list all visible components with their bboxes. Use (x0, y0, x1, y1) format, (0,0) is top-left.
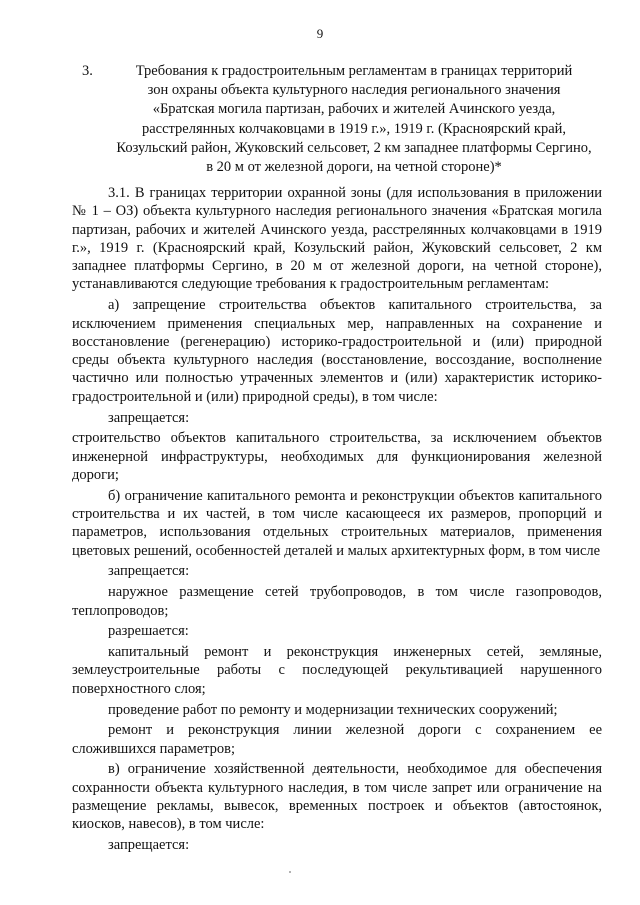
section-title-line: Козульский район, Жуковский сельсовет, 2 км западнее платформы Сергино, (116, 139, 592, 156)
paragraph-technical-works: проведение работ по ремонту и модернизации технических сооружений; (108, 701, 558, 718)
paragraph-engineering-networks: капитальный ремонт и реконструкция инженерных сетей, земляные, землеустроительные работы с последующей рекультивацией нарушенного поверхностного слоя; (72, 644, 602, 697)
paragraph-item-a: а) запрещение строительства объектов капитального строительства, за исключением применения специальных мер, направленных на сохранение и восстановление (регенерацию) историко-градостроительной и (или) природной среды объекта культурного наследия (восстановление, воссоздание, восполнение частично или полностью утраченных элементов и (или) характеристик историко-градостроительной и (или) природной среды), в том числе: (72, 297, 602, 405)
paragraph-item-v: в) ограничение хозяйственной деятельности, необходимое для обеспечения сохранности объекта культурного наследия, в том числе запрет или ограничение на размещение рекламы, вывесок, временных построек и объектов (автостоянок, киосков, навесов), в том числе: (72, 761, 602, 833)
section-heading (82, 62, 604, 177)
paragraph-railway-repair: ремонт и реконструкция линии железной дороги с сохранением ее сложившихся параметров; (72, 722, 602, 757)
paragraph-pipelines: наружное размещение сетей трубопроводов, в том числе газопроводов, теплопроводов; (72, 584, 602, 619)
section-title (104, 62, 604, 177)
paragraph-permitted-label: разрешается: (108, 623, 189, 640)
paragraph-prohibited-label: запрещается: (108, 409, 190, 426)
section-title-line: Требования к градостроительным регламентам в границах территорий (135, 63, 573, 79)
paragraph-prohibited-label: запрещается: (108, 837, 190, 854)
paragraph-3-1: 3.1. В границах территории охранной зоны (для использования в приложении № 1 – ОЗ) объекта культурного наследия регионального значения «Братская могила партизан, рабочих и жителей Ачинского уезда, расстрелянных колчаковцами в 1919 г.», 1919 г. (Красноярский край, Козульский район, Жуковский сельсовет, 2 км западнее платформы Сергино, в 20 м от железной дороги, на четной стороне), устанавливаются следующие требования к градостроительным регламентам: (72, 185, 602, 293)
body-text (72, 184, 602, 857)
paragraph-item-b: б) ограничение капитального ремонта и реконструкции объектов капитального строительства и их частей, в том числе касающееся их размеров, пропорций и параметров, использования отдельных строительных материалов, применения цветовых решений, особенностей деталей и малых архитектурных форм, в том числе (72, 487, 602, 559)
section-title-line: расстрелянных колчаковцами в 1919 г.», 1919 г. (Красноярский край, (141, 120, 567, 137)
scan-speck (289, 871, 291, 873)
section-title-line: в 20 м от железной дороги, на четной стороне)* (206, 159, 502, 176)
paragraph-prohibited-construction: строительство объектов капитального строительства, за исключением объектов инженерной инфраструктуры, необходимых для функционирования железной дороги; (72, 430, 602, 483)
section-number: 3. (82, 63, 93, 79)
section-title-line: «Братская могила партизан, рабочих и жителей Ачинского уезда, (152, 101, 556, 118)
paragraph-prohibited-label: запрещается: (108, 563, 190, 580)
section-title-line: зон охраны объекта культурного наследия регионального значения (147, 82, 561, 99)
page-number: 9 (316, 26, 324, 41)
